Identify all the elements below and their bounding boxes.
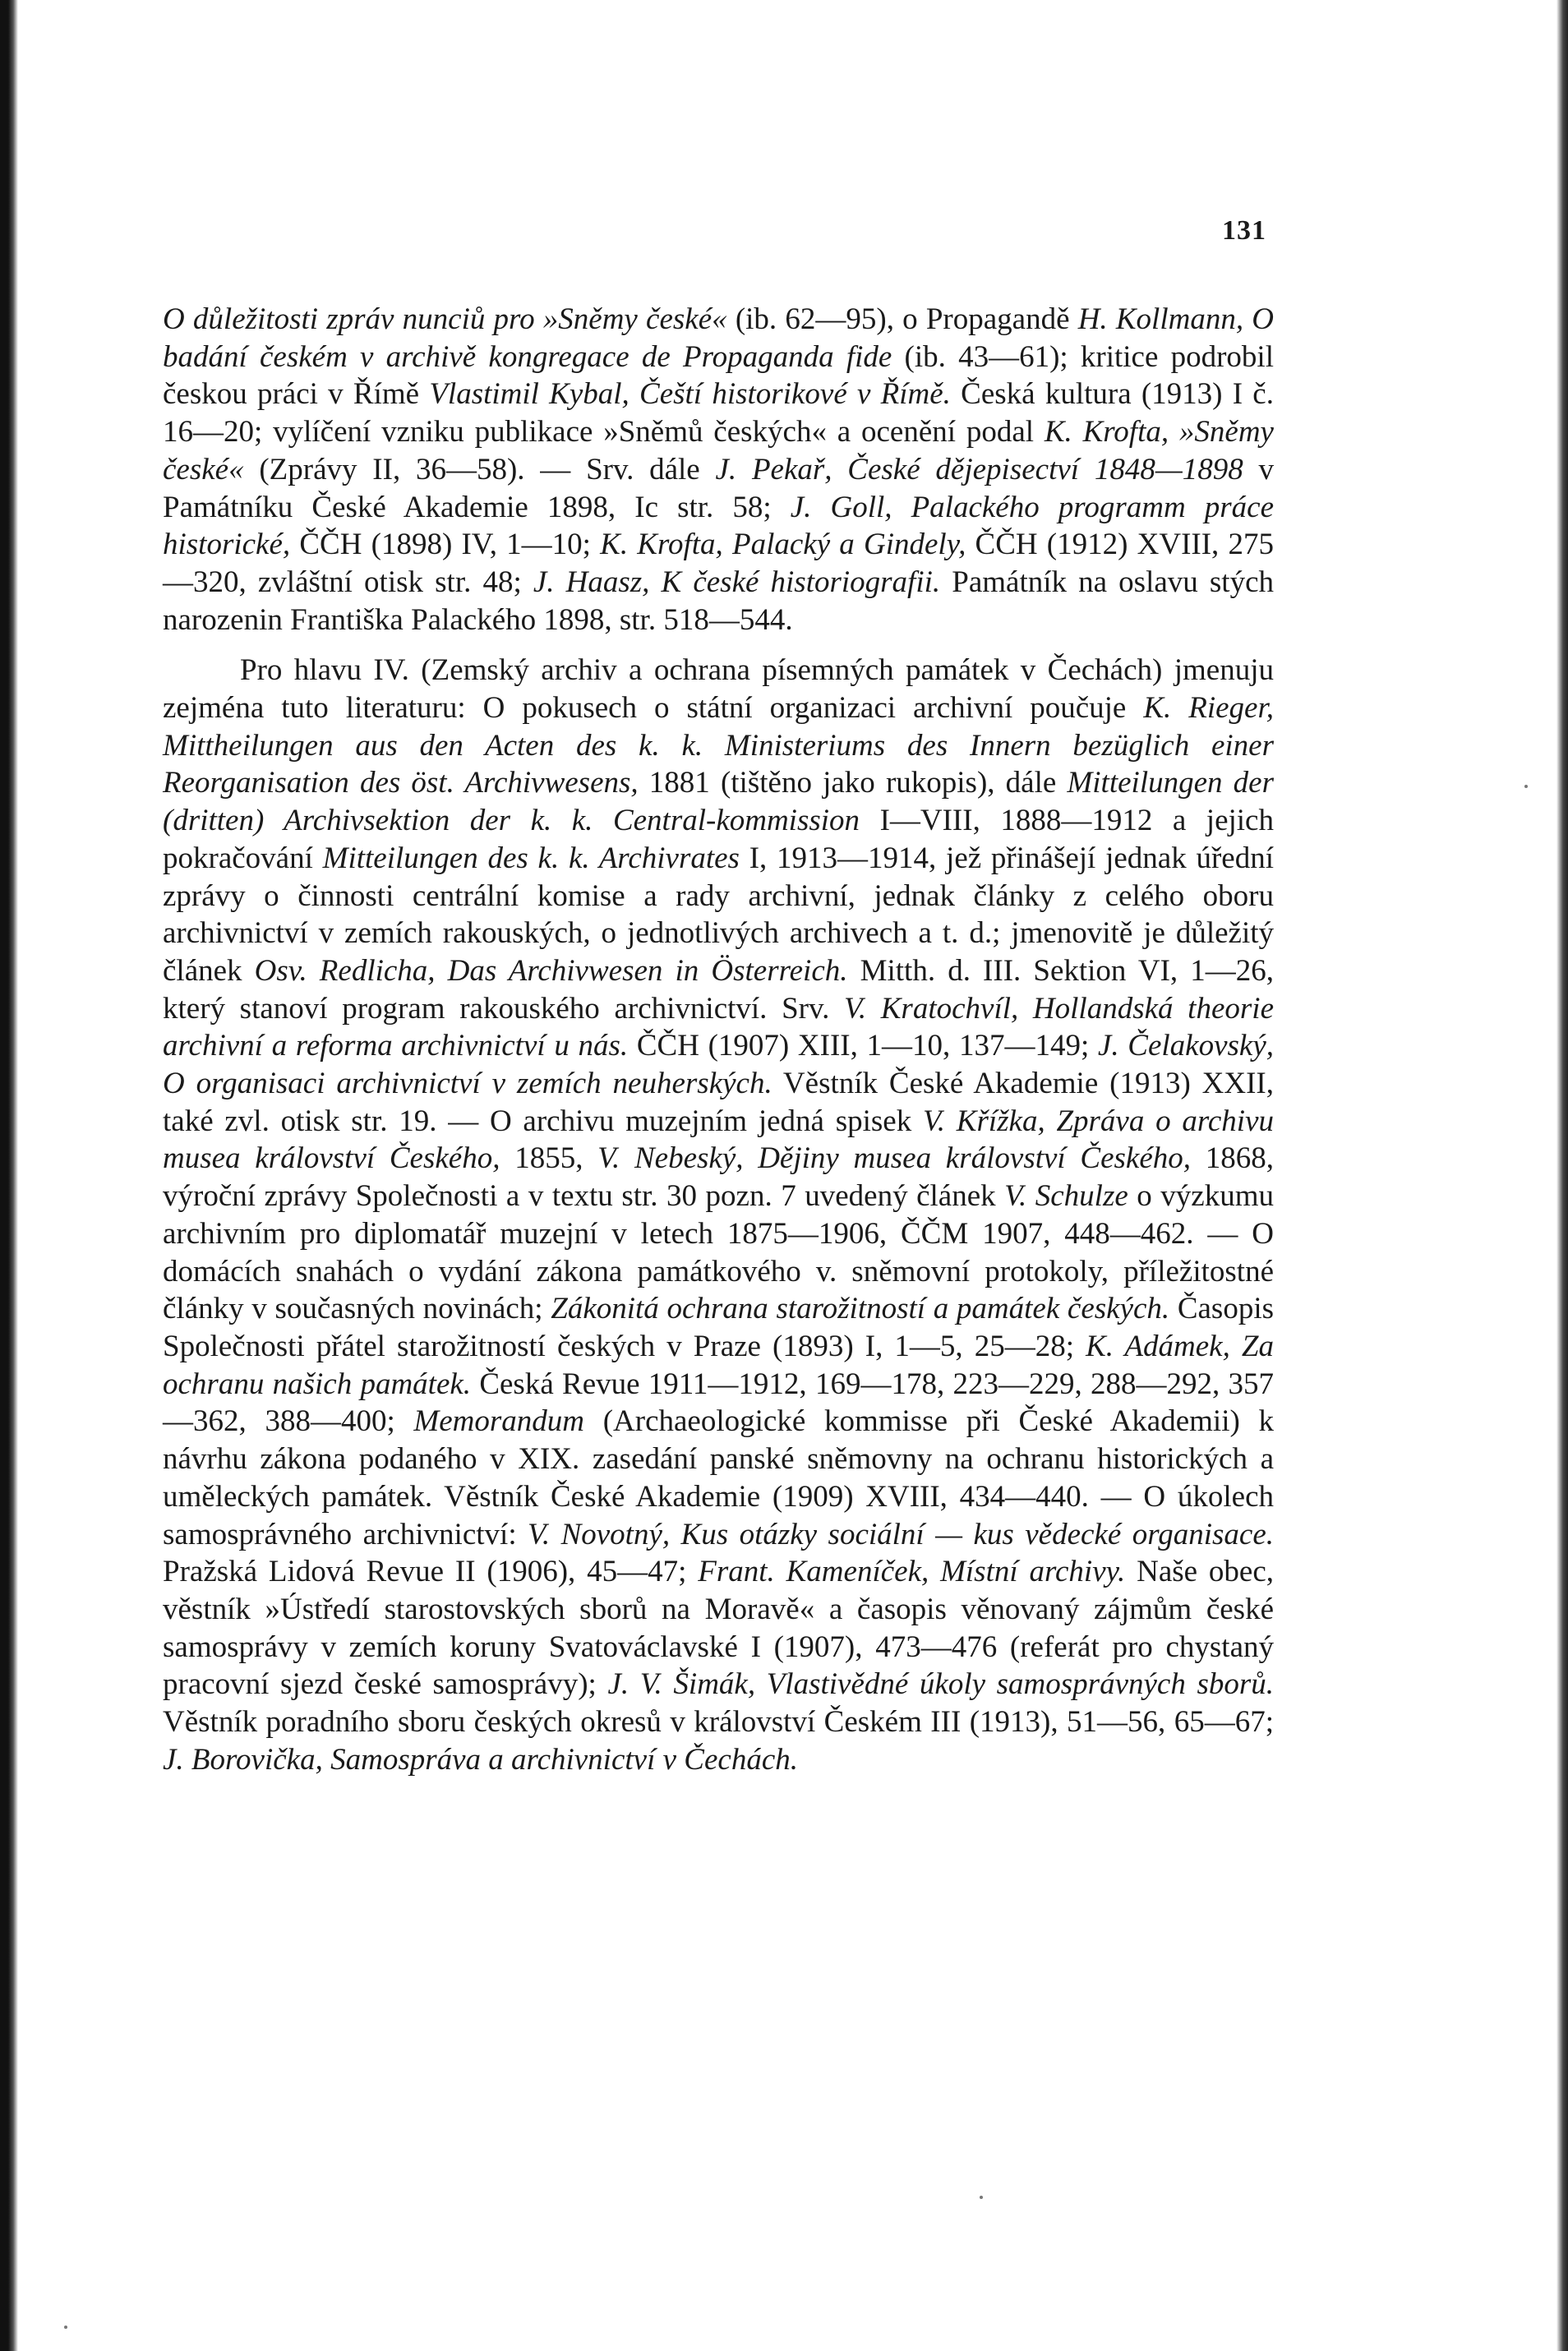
text-run: Časopis Společnosti přátel starožitností českých v Praze (1893) I, 1—5, 25—28; [163, 1292, 1275, 1363]
paragraph-chapter-iv-literature [163, 652, 1274, 1778]
italic-citation: Mitteilungen der (dritten) Archivsektion der k. k. Central-kommission [163, 766, 1274, 838]
scan-speck [980, 2196, 983, 2199]
scan-edge-right [1556, 0, 1568, 2351]
scan-speck [1524, 785, 1528, 788]
text-run: Pro hlavu IV. (Zemský archiv a ochrana písemných památek v Čechách) jmenuju zejména tuto literaturu: O pokusech o státní organizaci archivní poučuje [163, 653, 1274, 726]
italic-citation: J. Borovička, Samospráva a archivnictví v Čechách. [163, 1742, 798, 1777]
scan-edge-left [0, 0, 18, 2351]
text-run: v Památníku České Akademie 1898, Ic str. 58; [163, 452, 1275, 524]
text-run: Naše obec, věstník »Ústředí starostovských sborů na Moravě« a časopis věnovaný zájmům české samosprávy v zemích koruny Svatováclavské I (1907), 473—476 (referát pro chystaný pracovní sjezd české samosprávy); [163, 1555, 1275, 1702]
italic-citation: J. V. Šimák, Vlastivědné úkoly samosprávných sborů. [607, 1667, 1275, 1702]
italic-citation: J. Haasz, K české historiografii. [533, 565, 941, 599]
text-run: Česká Revue 1911—1912, 169—178, 223—229, 288—292, 357—362, 388—400; [163, 1367, 1274, 1439]
italic-citation: O důležitosti zpráv nunciů pro »Sněmy české« [163, 302, 727, 336]
italic-citation: K. Krofta, »Sněmy české« [163, 415, 1274, 486]
italic-citation: Memorandum [413, 1404, 585, 1439]
text-run: (Zprávy II, 36—58). — Srv. dále [243, 452, 716, 486]
italic-citation: J. Čelakovský, O organisaci archivnictví v zemích neuherských. [163, 1029, 1274, 1101]
text-run: I—VIII, 1888—1912 a jejich pokračování [163, 804, 1274, 875]
italic-citation: Frant. Kameníček, Místní archivy. [698, 1555, 1126, 1589]
text-run: Mitth. d. III. Sektion VI, 1—26, který stanoví program rakouského archivnictví. Srv. [163, 953, 1275, 1026]
text-run: I, 1913—1914, jež přinášejí jednak úřední zprávy o činnosti centrální komise a rady archivní, jednak články z celého oboru archivnictví v zemích rakouských, o jednotlivých archivech a t. d.; jmenovitě je důležitý článek [163, 841, 1274, 988]
text-run: Pražská Lidová Revue II (1906), 45—47; [163, 1555, 699, 1589]
text-run: (ib. 43—61); kritice podrobil českou práci v Římě [163, 339, 1274, 412]
text-run: Česká kultura (1913) I č. 16—20; vylíčení vzniku publikace »Sněmů českých« a ocenění podal [163, 377, 1274, 449]
text-run: 1855, [500, 1141, 598, 1176]
text-run: Věstník poradního sboru českých okresů v království Českém III (1913), 51—56, 65—67; [163, 1705, 1274, 1740]
paragraph-literature-continuation [163, 301, 1274, 638]
italic-citation: Mitteilungen des k. k. Archivrates [322, 841, 740, 875]
text-run: Památník na oslavu stých narozenin Františka Palackého 1898, str. 518—544. [163, 565, 1274, 637]
italic-citation: J. Pekař, České dějepisectví 1848—1898 [715, 452, 1243, 486]
text-run: ČČH (1907) XIII, 1—10, 137—149; [628, 1029, 1098, 1063]
italic-citation: K. Adámek, Za ochranu našich památek. [163, 1329, 1274, 1401]
text-run: ČČH (1912) XVIII, 275—320, zvláštní otisk str. 48; [163, 528, 1274, 599]
italic-citation: Osv. Redlicha, Das Archivwesen in Österreich. [254, 953, 848, 988]
text-run: Věstník České Akademie (1913) XXII, také zvl. otisk str. 19. — O archivu muzejním jedná spisek [163, 1067, 1274, 1138]
text-run: o výzkumu archivním pro diplomatář muzejní v letech 1875—1906, ČČM 1907, 448—462. — O domácích snahách o vydání zákona památkového v. sněmovní protokoly, příležitostné články v současných novinách; [163, 1179, 1275, 1326]
text-run: 1881 (tištěno jako rukopis), dále [638, 766, 1068, 800]
italic-citation: Zákonitá ochrana starožitností a památek českých. [551, 1292, 1170, 1326]
text-run: ČČH (1898) IV, 1—10; [290, 528, 601, 562]
page-number: 131 [1222, 215, 1266, 246]
italic-citation: V. Kratochvíl, Hollandská theorie archivní a reforma archivnictví u nás. [163, 991, 1274, 1063]
italic-citation: V. Nebeský, Dějiny musea království Českého, [597, 1141, 1192, 1176]
italic-citation: V. Křížka, Zpráva o archivu musea království Českého, [163, 1104, 1274, 1176]
italic-citation: K. Krofta, Palacký a Gindely, [600, 528, 966, 562]
italic-citation: J. Goll, Palackého programm práce historické, [163, 490, 1274, 562]
text-run: (ib. 62—95), o Propagandě [726, 302, 1078, 336]
italic-citation: V. Schulze [1004, 1179, 1128, 1214]
italic-citation: V. Novotný, Kus otázky sociální — kus vědecké organisace. [528, 1517, 1275, 1551]
text-run: 1868, výroční zprávy Společnosti a v textu str. 30 pozn. 7 uvedený článek [163, 1141, 1274, 1214]
scan-speck [64, 2326, 67, 2329]
italic-citation: H. Kollmann, O badání českém v archivě kongregace de Propaganda fide [163, 302, 1274, 374]
text-run: (Archaeologické kommisse při České Akademii) k návrhu zákona podaného v XIX. zasedání panské sněmovny na ochranu historických a uměleckých památek. Věstník České Akademie (1909) XVIII, 434—440. — O úkolech samosprávného archivnictví: [163, 1404, 1274, 1551]
italic-citation: K. Rieger, Mittheilungen aus den Acten des k. k. Ministeriums des Innern bezüglich einer Reorganisation des öst. Archivwesens, [163, 691, 1275, 800]
body-text [163, 301, 1274, 1778]
italic-citation: Vlastimil Kybal, Čeští historikové v Římě. [429, 377, 951, 412]
